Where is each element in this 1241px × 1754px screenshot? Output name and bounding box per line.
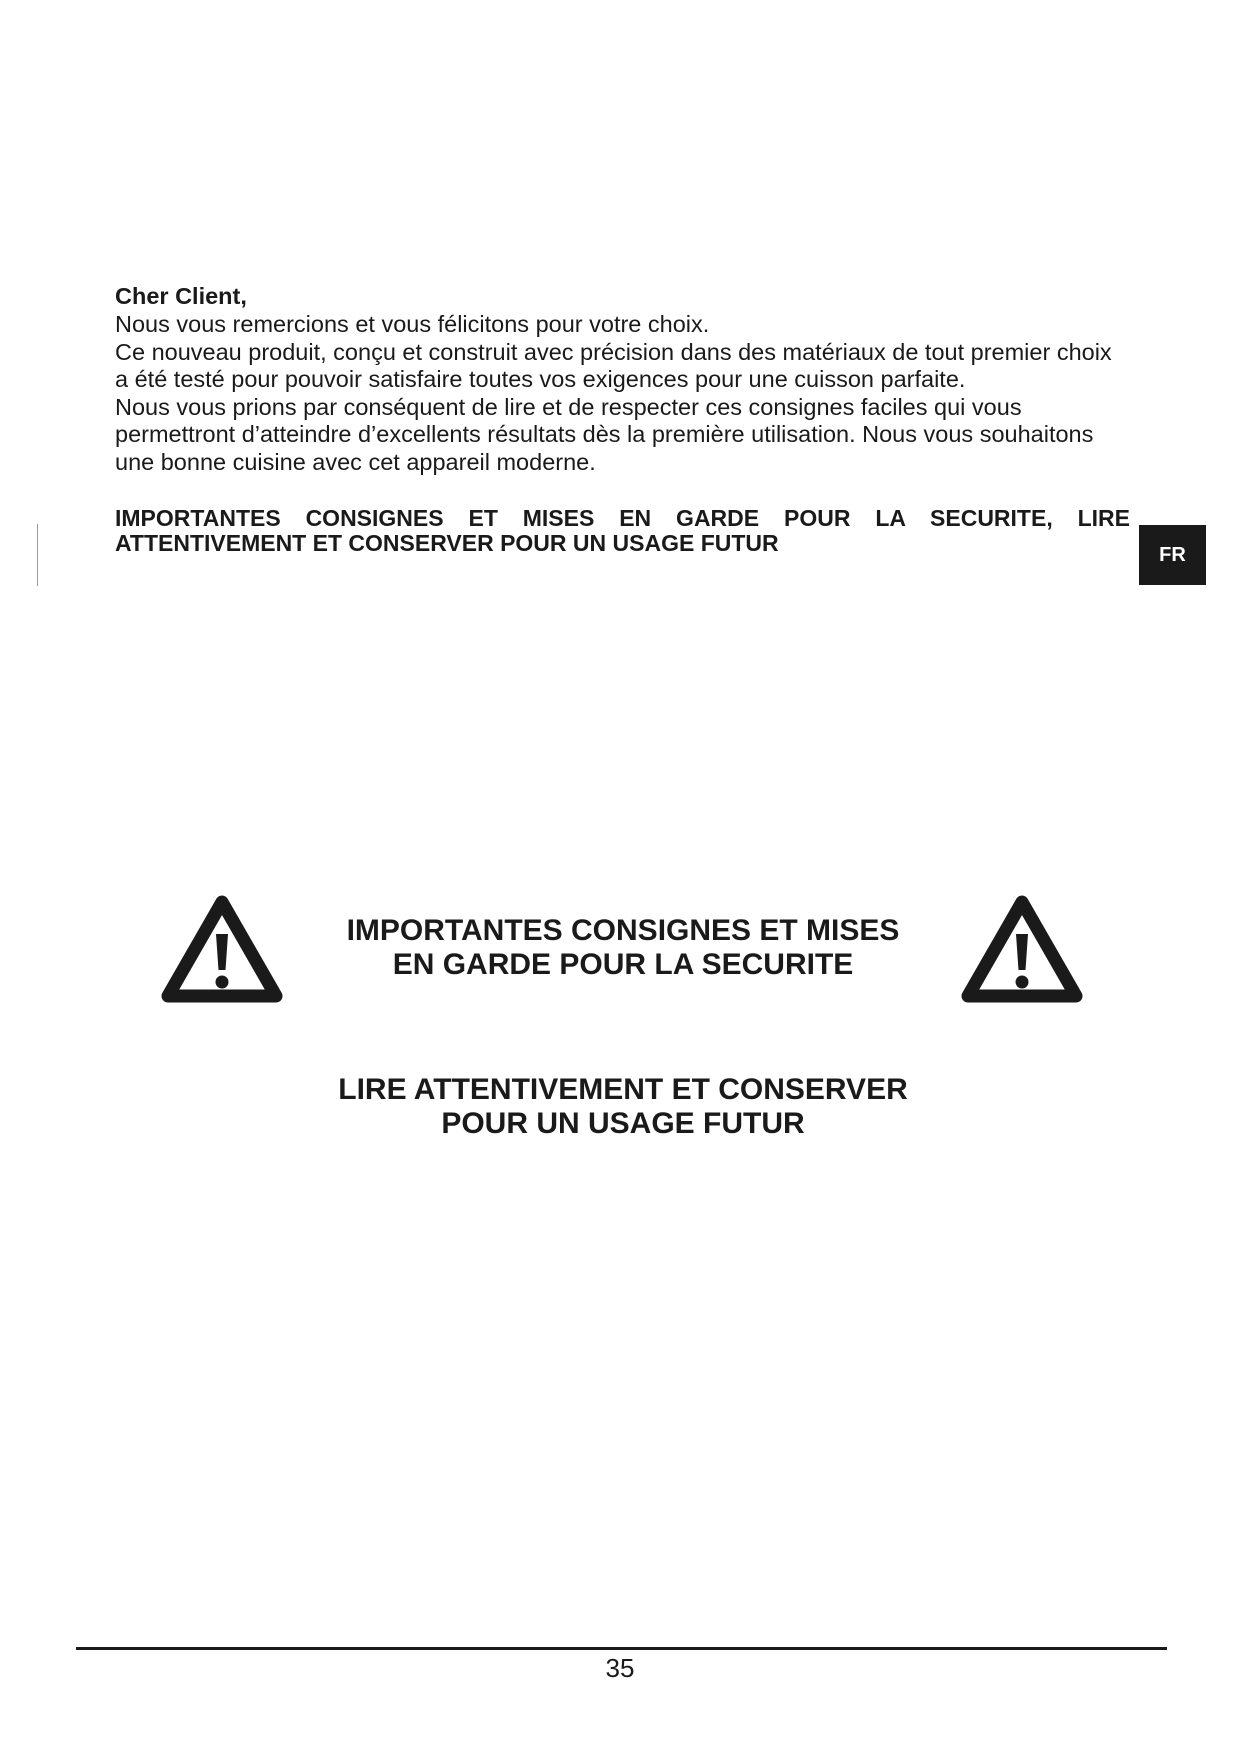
warning-triangle-icon [160,894,284,1004]
safety-heading-line: IMPORTANTES CONSIGNES ET MISES [346,914,900,947]
intro-section [115,281,1130,476]
margin-rule [37,524,38,586]
safety-heading [300,914,946,982]
safety-notice: IMPORTANTES CONSIGNES ET MISES EN GARDE POUR LA SECURITE, LIRE ATTENTIVEMENT ET CONSERVER POUR UN USAGE FUTUR [115,505,1130,556]
safety-heading-line: EN GARDE POUR LA SECURITE [392,948,854,981]
language-tab: FR [1139,525,1206,585]
intro-paragraph: Nous vous remercions et vous félicitons pour votre choix. [115,311,710,337]
page-number: 35 [605,1653,635,1683]
safety-instruction-line: POUR UN USAGE FUTUR [441,1107,805,1140]
footer-divider [76,1647,1167,1650]
safety-instruction [300,1073,946,1141]
safety-instruction-line: LIRE ATTENTIVEMENT ET CONSERVER [338,1073,908,1106]
warning-triangle-icon [960,894,1084,1004]
salutation: Cher Client, [115,283,247,309]
intro-paragraph: Ce nouveau produit, conçu et construit avec précision dans des matériaux de tout premier choix a été testé pour pouvoir satisfaire toutes vos exigences pour une cuisson parfaite. [115,338,1112,392]
intro-paragraph: Nous vous prions par conséquent de lire et de respecter ces consignes faciles qui vous permettront d’atteindre d’excellents résultats dès la première utilisation. Nous vous souhaitons une bonne cuisine avec cet appareil moderne. [115,393,1094,475]
